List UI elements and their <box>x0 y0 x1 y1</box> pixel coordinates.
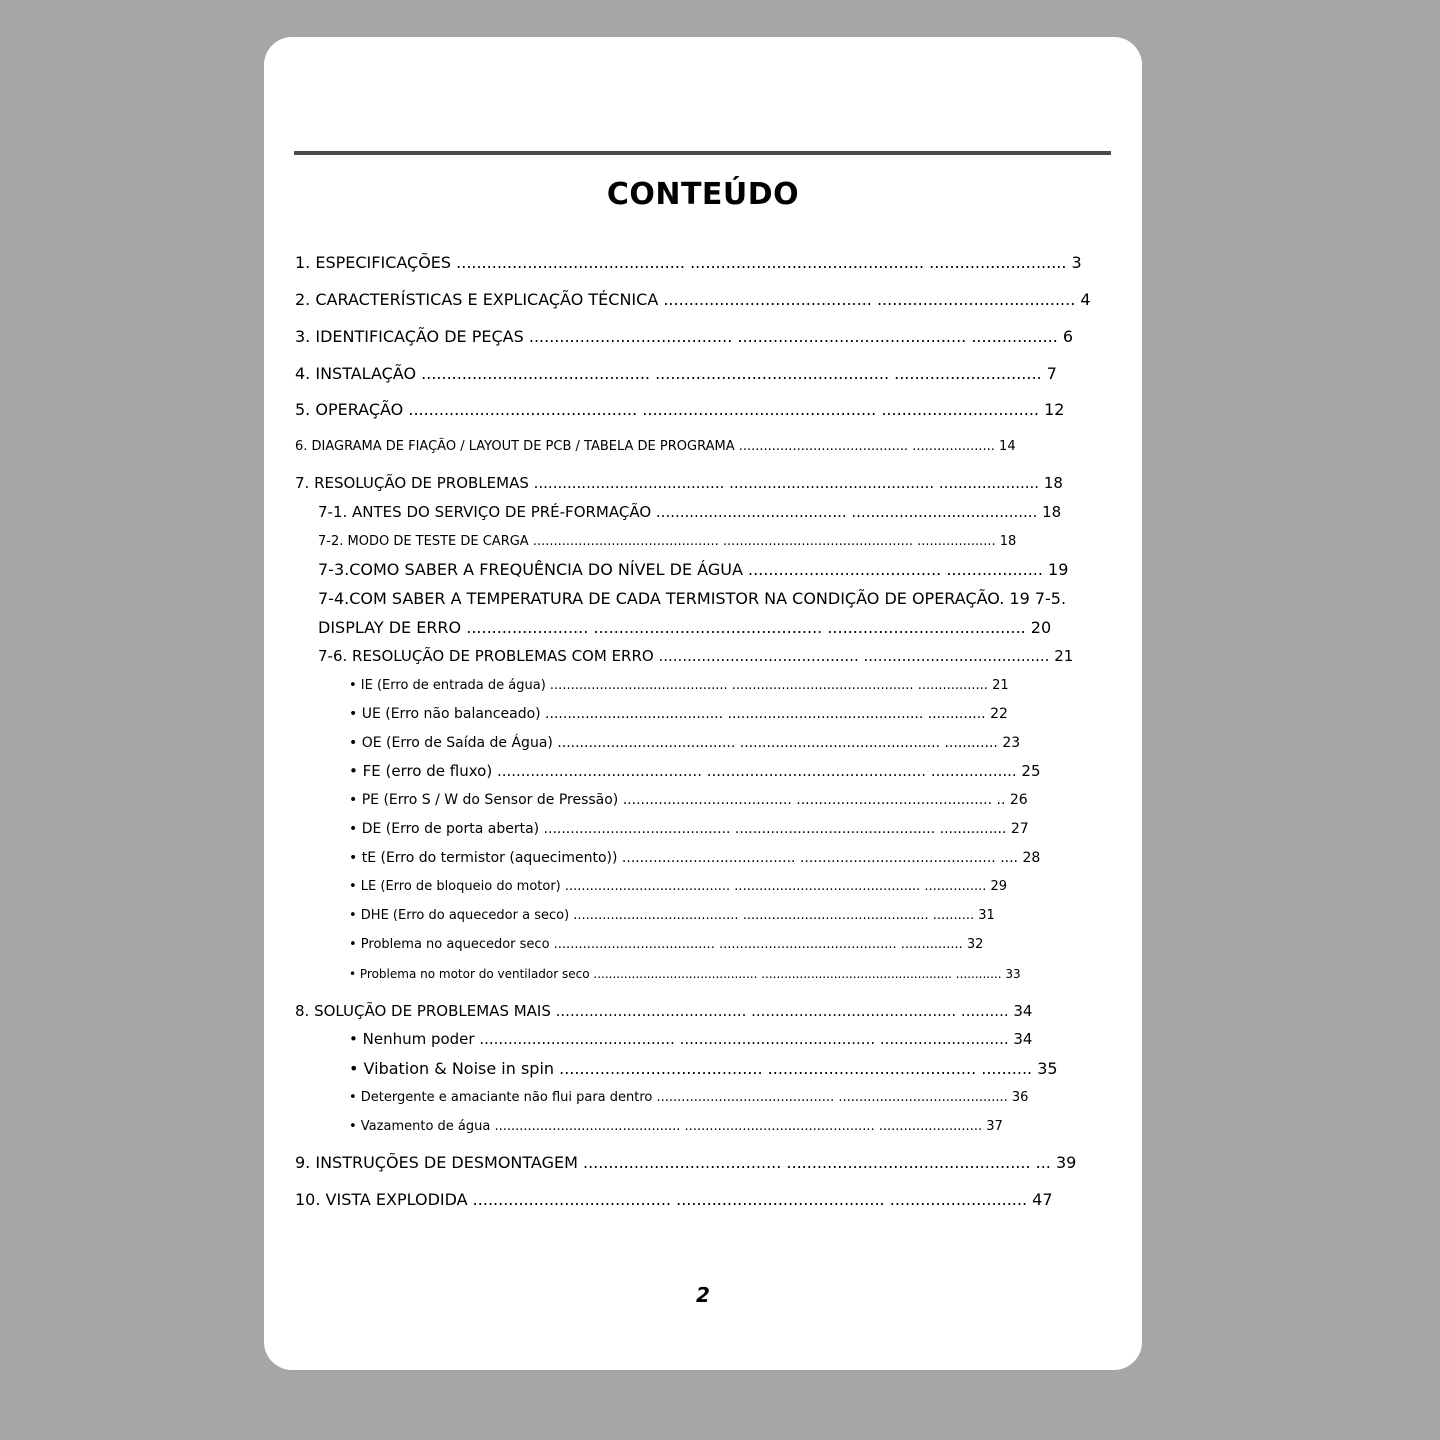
toc-entry: • IE (Erro de entrada de água) ........................................... ............................................ ................. 21 <box>349 678 1009 693</box>
toc-entry: • Vibation & Noise in spin ........................................ ......................................... .......... 35 <box>349 1059 1058 1078</box>
toc-entry: • PE (Erro S / W do Sensor de Pressão) ...................................... ............................................ .. 26 <box>349 792 1028 808</box>
toc-entry: • Nenhum poder ......................................... ......................................... ........................... 34 <box>349 1030 1033 1048</box>
toc-entry: • DE (Erro de porta aberta) .......................................... ............................................. ............... 27 <box>349 821 1029 837</box>
header-rule <box>294 151 1111 155</box>
toc-entry: 7. RESOLUÇÃO DE PROBLEMAS ........................................ ........................................... ..................... 18 <box>295 474 1063 492</box>
toc-entry: • DHE (Erro do aquecedor a seco) ........................................ ............................................. .......... 31 <box>349 908 995 923</box>
toc-entry: • Problema no aquecedor seco ....................................... ........................................... ............... 32 <box>349 937 984 952</box>
toc-entry: 10. VISTA EXPLODIDA ....................................... ......................................... ........................... 47 <box>295 1190 1053 1209</box>
toc-entry: 7-2. MODO DE TESTE DE CARGA ............................................. .............................................. ................... 18 <box>318 534 1017 549</box>
toc-entry: 7-6. RESOLUÇÃO DE PROBLEMAS COM ERRO .......................................... ....................................... 21 <box>318 647 1074 665</box>
toc-entry: 6. DIAGRAMA DE FIAÇÃO / LAYOUT DE PCB / TABELA DE PROGRAMA ......................................... .................... 14 <box>295 439 1016 454</box>
toc-entry: 4. INSTALAÇÃO ............................................. .............................................. ............................. 7 <box>295 364 1057 383</box>
toc-entry: • Detergente e amaciante não flui para dentro ........................................... ......................................... 36 <box>349 1090 1029 1105</box>
toc-entry: 1. ESPECIFICAÇÕES ............................................. .............................................. ........................... 3 <box>295 253 1082 272</box>
toc-entry: 7-1. ANTES DO SERVIÇO DE PRÉ-FORMAÇÃO ........................................ ....................................... 18 <box>318 503 1062 521</box>
toc-entry: 5. OPERAÇÃO ............................................. .............................................. ............................... 12 <box>295 400 1065 419</box>
toc-entry: 8. SOLUÇÃO DE PROBLEMAS MAIS ........................................ ........................................... .......... 34 <box>295 1002 1033 1020</box>
toc-entry: • Vazamento de água ............................................. .............................................. ......................... 37 <box>349 1119 1003 1134</box>
toc-entry: 9. INSTRUÇÕES DE DESMONTAGEM ....................................... ................................................ ... 39 <box>295 1153 1077 1172</box>
toc-entry: 7-3.COMO SABER A FREQUÊNCIA DO NÍVEL DE ÁGUA ...................................... ................... 19 <box>318 560 1069 579</box>
toc-entry: • tE (Erro do termistor (aquecimento)) ....................................... ............................................ .... 28 <box>349 850 1041 866</box>
toc-entry: 2. CARACTERÍSTICAS E EXPLICAÇÃO TÉCNICA ......................................... ....................................... 4 <box>295 290 1091 309</box>
page-number: 2 <box>696 1283 710 1307</box>
toc-entry: DISPLAY DE ERRO ........................ ............................................. ....................................... 20 <box>318 618 1052 637</box>
page-title: CONTEÚDO <box>606 177 800 212</box>
toc-entry: • LE (Erro de bloqueio do motor) ........................................ ............................................. ............... 29 <box>349 879 1008 894</box>
document-page <box>264 37 1142 1370</box>
toc-entry: • FE (erro de fluxo) ........................................... .............................................. .................. 25 <box>349 762 1041 780</box>
toc-entry: • OE (Erro de Saída de Água) ........................................ ............................................. ............ 23 <box>349 735 1021 751</box>
toc-entry: • UE (Erro não balanceado) ........................................ ............................................ ............. 22 <box>349 706 1008 722</box>
toc-entry: • Problema no motor do ventilador seco ........................................... .................................................. ............ 33 <box>349 967 1021 981</box>
toc-entry: 7-4.COM SABER A TEMPERATURA DE CADA TERMISTOR NA CONDIÇÃO DE OPERAÇÃO. 19 7-5. <box>318 589 1067 608</box>
toc-entry: 3. IDENTIFICAÇÃO DE PEÇAS ........................................ ............................................. ................. 6 <box>295 327 1074 346</box>
